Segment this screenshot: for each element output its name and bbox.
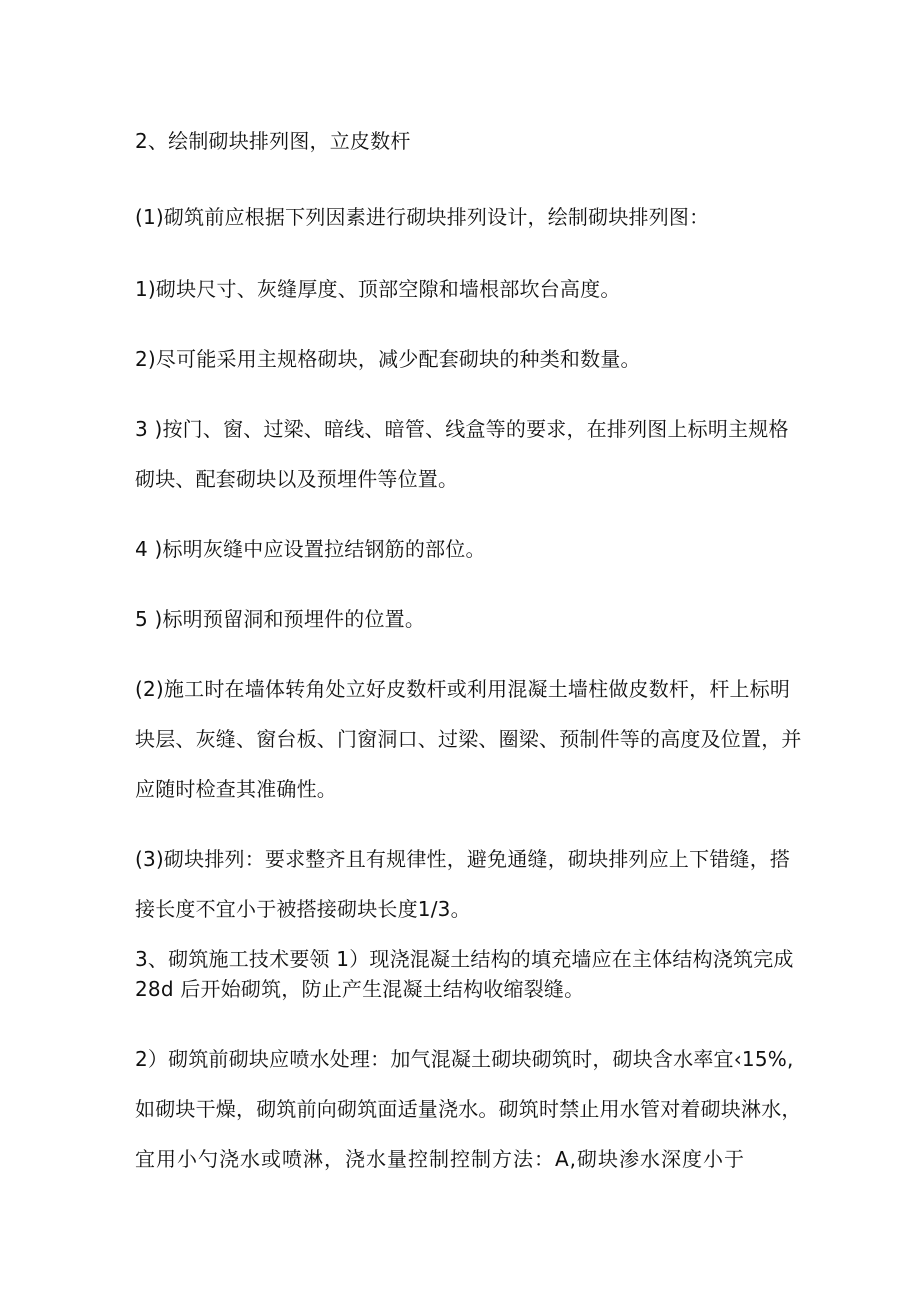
list-item: 5 )标明预留洞和预埋件的位置。 (135, 607, 426, 631)
section-heading: 3、砌筑施工技术要领 1）现浇混凝土结构的填充墙应在主体结构浇筑完成 (135, 947, 794, 971)
paragraph-line: 接长度不宜小于被搭接砌块长度1/3。 (135, 897, 471, 921)
paragraph-line: 2）砌筑前砌块应喷水处理：加气混凝土砌块砌筑时，砌块含水率宜‹15%, (135, 1047, 794, 1071)
paragraph-line: (1)砌筑前应根据下列因素进行砌块排列设计，绘制砌块排列图： (135, 205, 710, 229)
paragraph-line: 28d 后开始砌筑，防止产生混凝土结构收缩裂缝。 (135, 977, 585, 1001)
list-item: 1)砌块尺寸、灰缝厚度、顶部空隙和墙根部坎台高度。 (135, 277, 621, 301)
paragraph-line: 应随时检查其准确性。 (135, 777, 337, 801)
paragraph-line: 如砌块干燥，砌筑前向砌筑面适量浇水。砌筑时禁止用水管对着砌块淋水， (135, 1097, 802, 1121)
paragraph-line: 块层、灰缝、窗台板、门窗洞口、过梁、圈梁、预制件等的高度及位置，并 (135, 727, 802, 751)
paragraph-line: (2)施工时在墙体转角处立好皮数杆或利用混凝土墙柱做皮数杆，杆上标明 (135, 677, 791, 701)
section-heading: 2、绘制砌块排列图，立皮数杆 (135, 129, 411, 153)
list-item-continuation: 砌块、配套砌块以及预埋件等位置。 (135, 467, 459, 491)
list-item: 2)尽可能采用主规格砌块，减少配套砌块的种类和数量。 (135, 347, 641, 371)
paragraph-line: 宜用小勺浇水或喷淋，浇水量控制控制方法：A,砌块渗水深度小于 (135, 1147, 746, 1171)
list-item: 3 )按门、窗、过梁、暗线、暗管、线盒等的要求，在排列图上标明主规格 (135, 417, 789, 441)
list-item: 4 )标明灰缝中应设置拉结钢筋的部位。 (135, 537, 486, 561)
paragraph-line: (3)砌块排列：要求整齐且有规律性，避免通缝，砌块排列应上下错缝，搭 (135, 847, 791, 871)
